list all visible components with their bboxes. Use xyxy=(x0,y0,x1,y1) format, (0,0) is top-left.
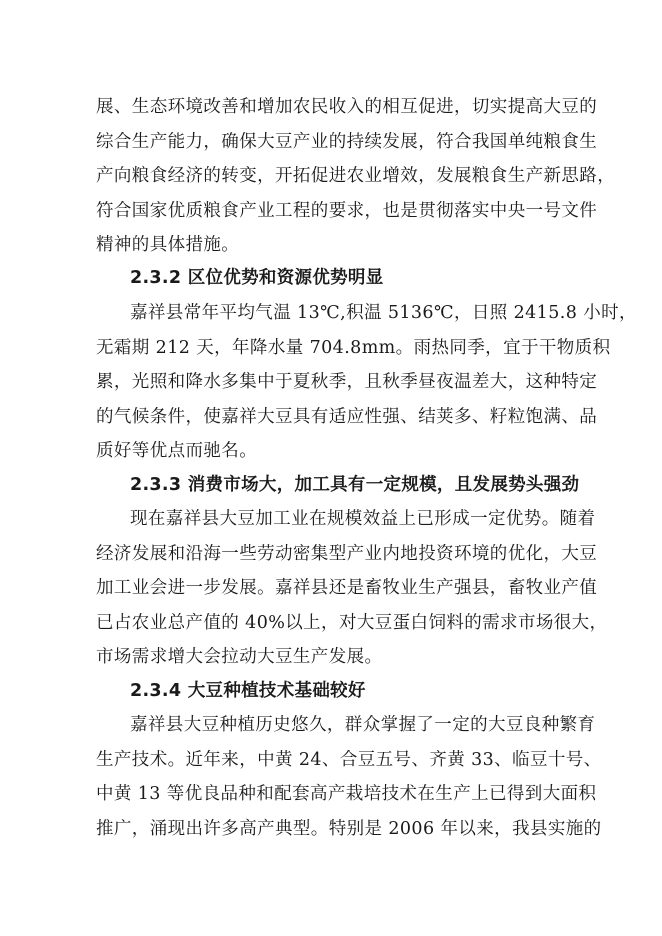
paragraph-line: 中黄 13 等优良品种和配套高产栽培技术在生产上已得到大面积 xyxy=(96,784,597,804)
paragraph-line: 市场需求增大会拉动大豆生产发展。 xyxy=(96,647,383,667)
paragraph-line: 综合生产能力，确保大豆产业的持续发展，符合我国单纯粮食生 xyxy=(96,132,598,152)
paragraph-line: 嘉祥县常年平均气温 13℃,积温 5136℃，日照 2415.8 小时， xyxy=(130,303,637,323)
paragraph-line: 精神的具体措施。 xyxy=(96,235,240,255)
paragraph-line: 的气候条件，使嘉祥大豆具有适应性强、结荚多、籽粒饱满、品 xyxy=(96,407,598,427)
paragraph-line: 经济发展和沿海一些劳动密集型产业内地投资环境的优化，大豆 xyxy=(96,544,598,564)
paragraph-line: 已占农业总产值的 40%以上，对大豆蛋白饲料的需求市场很大， xyxy=(96,613,608,633)
paragraph-line: 推广，涌现出许多高产典型。特别是 2006 年以来，我县实施的 xyxy=(96,819,602,839)
paragraph-line: 加工业会进一步发展。嘉祥县还是畜牧业生产强县，畜牧业产值 xyxy=(96,578,598,598)
paragraph-line: 产向粮食经济的转变，开拓促进农业增效，发展粮食生产新思路， xyxy=(96,166,616,186)
paragraph-line: 累，光照和降水多集中于夏秋季，且秋季昼夜温差大，这种特定 xyxy=(96,372,598,392)
section-heading-2-3-4: 2.3.4 大豆种植技术基础较好 xyxy=(130,681,366,701)
section-heading-2-3-3: 2.3.3 消费市场大，加工具有一定规模，且发展势头强劲 xyxy=(130,475,580,495)
paragraph-line: 无霜期 212 天，年降水量 704.8mm。雨热同季，宜于干物质积 xyxy=(96,338,611,358)
paragraph-line: 嘉祥县大豆种植历史悠久，群众掌握了一定的大豆良种繁育 xyxy=(130,715,596,735)
paragraph-line: 展、生态环境改善和增加农民收入的相互促进，切实提高大豆的 xyxy=(96,97,598,117)
section-heading-2-3-2: 2.3.2 区位优势和资源优势明显 xyxy=(130,268,384,288)
paragraph-line: 生产技术。近年来，中黄 24、合豆五号、齐黄 33、临豆十号、 xyxy=(96,750,602,770)
paragraph-line: 现在嘉祥县大豆加工业在规模效益上已形成一定优势。随着 xyxy=(130,509,596,529)
paragraph-line: 质好等优点而驰名。 xyxy=(96,441,258,461)
paragraph-line: 符合国家优质粮食产业工程的要求，也是贯彻落实中央一号文件 xyxy=(96,201,598,221)
